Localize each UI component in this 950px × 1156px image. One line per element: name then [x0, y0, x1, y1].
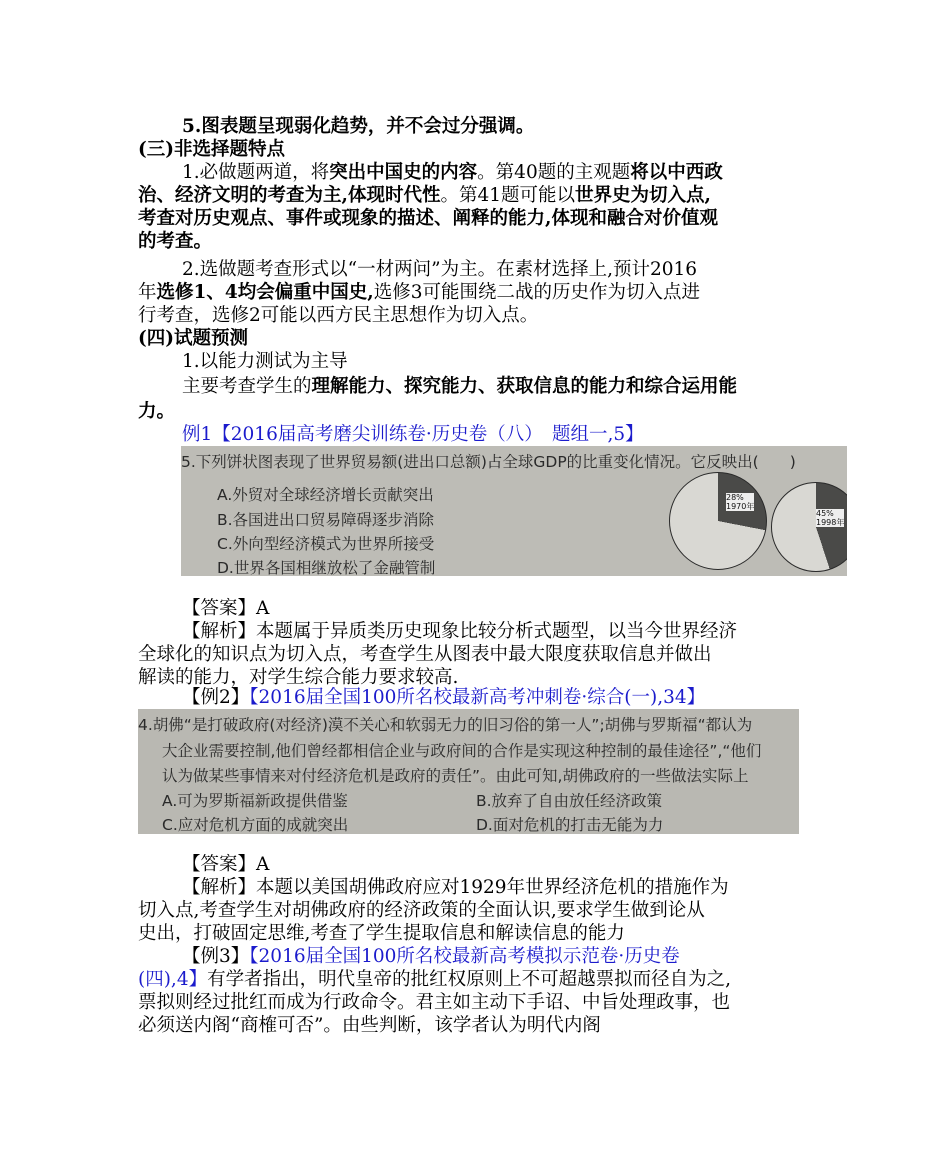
section-4-heading: (四)试题预测: [138, 328, 249, 349]
pie-1970-label: 28% 1970年: [726, 493, 755, 511]
explanation-2-line3: 史出，打破固定思维,考查了学生提取信息和解读信息的能力: [138, 923, 625, 944]
pie-chart-1998: [771, 482, 847, 572]
section-3-heading: (三)非选择题特点: [138, 139, 286, 160]
explanation-1-line3: 解读的能力，对学生综合能力要求较高.: [138, 667, 459, 688]
para3-line2: 主要考查学生的理解能力、探究能力、获取信息的能力和综合运用能: [182, 376, 738, 397]
explanation-2-line2: 切入点,考查学生对胡佛政府的经济政策的全面认识,要求学生做到论从: [138, 900, 705, 921]
para1-line1: 1.必做题两道，将突出中国史的内容。第40题的主观题将以中西政: [182, 162, 723, 183]
para3-line3: 力。: [138, 401, 176, 422]
q1-option-c: C.外向型经济模式为世界所接受: [217, 535, 435, 553]
para2-line2: 年选修1、4均会偏重中国史,选修3可能围绕二战的历史作为切入点进: [138, 282, 700, 303]
example-1-source: 例1【2016届高考磨尖训练卷·历史卷（八） 题组一,5】: [182, 424, 644, 445]
line-5: [182, 115, 534, 139]
question-1-image: [181, 446, 847, 576]
example-3-source: 【例3】【2016届全国100所名校最新高考模拟示范卷·历史卷: [182, 946, 680, 967]
question-2-image: [138, 709, 799, 834]
q2-option-c: C.应对危机方面的成就突出: [162, 816, 349, 834]
answer-1: 【答案】A: [182, 598, 270, 619]
q1-option-a: A.外贸对全球经济增长贡献突出: [217, 486, 434, 504]
answer-2: 【答案】A: [182, 854, 270, 875]
q2-option-d: D.面对危机的打击无能为力: [476, 816, 664, 834]
para2-line1: 2.选做题考查形式以“一材两问”为主。在素材选择上,预计2016: [182, 259, 698, 280]
q2-line3: 认为做某些事情来对付经济危机是政府的责任”。由此可知,胡佛政府的一些做法实际上: [162, 767, 749, 785]
q2-option-b: B.放弃了自由放任经济政策: [476, 792, 663, 810]
example-3-line3: 票拟则经过批红而成为行政命令。君主如主动下手诏、中旨处理政事，也: [138, 992, 731, 1013]
pie-1998-label: 45% 1998年: [816, 509, 845, 527]
explanation-2-line1: 【解析】本题以美国胡佛政府应对1929年世界经济危机的措施作为: [182, 877, 729, 898]
q1-option-b: B.各国进出口贸易障碍逐步消除: [217, 511, 435, 529]
example-2-source: 【例2】【2016届全国100所名校最新高考冲刺卷·综合(一),34】: [182, 687, 706, 708]
q2-option-a: A.可为罗斯福新政提供借鉴: [162, 792, 348, 810]
example-3-line2: (四),4】有学者指出，明代皇帝的批红权原则上不可超越票拟而径自为之,: [138, 969, 731, 990]
q1-option-d: D.世界各国相继放松了金融管制: [217, 559, 436, 576]
pie-chart-1970: [669, 472, 767, 570]
example-3-line4: 必须送内阁“商榷可否”。由些判断，该学者认为明代内阁: [138, 1015, 601, 1036]
explanation-1-line2: 全球化的知识点为切入点，考查学生从图表中最大限度获取信息并做出: [138, 644, 712, 665]
text: 5.图表题呈现弱化趋势，并不会过分强调。: [182, 116, 535, 137]
q2-line2: 大企业需要控制,他们曾经都相信企业与政府间的合作是实现这种控制的最佳途径”,“他们: [162, 742, 762, 760]
q1-stem: 5.下列饼状图表现了世界贸易额(进出口总额)占全球GDP的比重变化情况。它反映出( ): [181, 453, 796, 471]
para1-line3: 考查对历史观点、事件或现象的描述、阐释的能力,体现和融合对价值观: [138, 208, 718, 229]
para3-line1: 1.以能力测试为主导: [182, 351, 348, 372]
explanation-1-line1: 【解析】本题属于异质类历史现象比较分析式题型，以当今世界经济: [182, 621, 738, 642]
para1-line4: 的考查。: [138, 231, 213, 252]
para1-line2: 治、经济文明的考查为主,体现时代性。第41题可能以世界史为切入点,: [138, 185, 711, 206]
q2-line1: 4.胡佛“是打破政府(对经济)漠不关心和软弱无力的旧习俗的第一人”;胡佛与罗斯福“都认为: [138, 716, 753, 734]
para2-line3: 行考查，选修2可能以西方民主思想作为切入点。: [138, 305, 539, 326]
